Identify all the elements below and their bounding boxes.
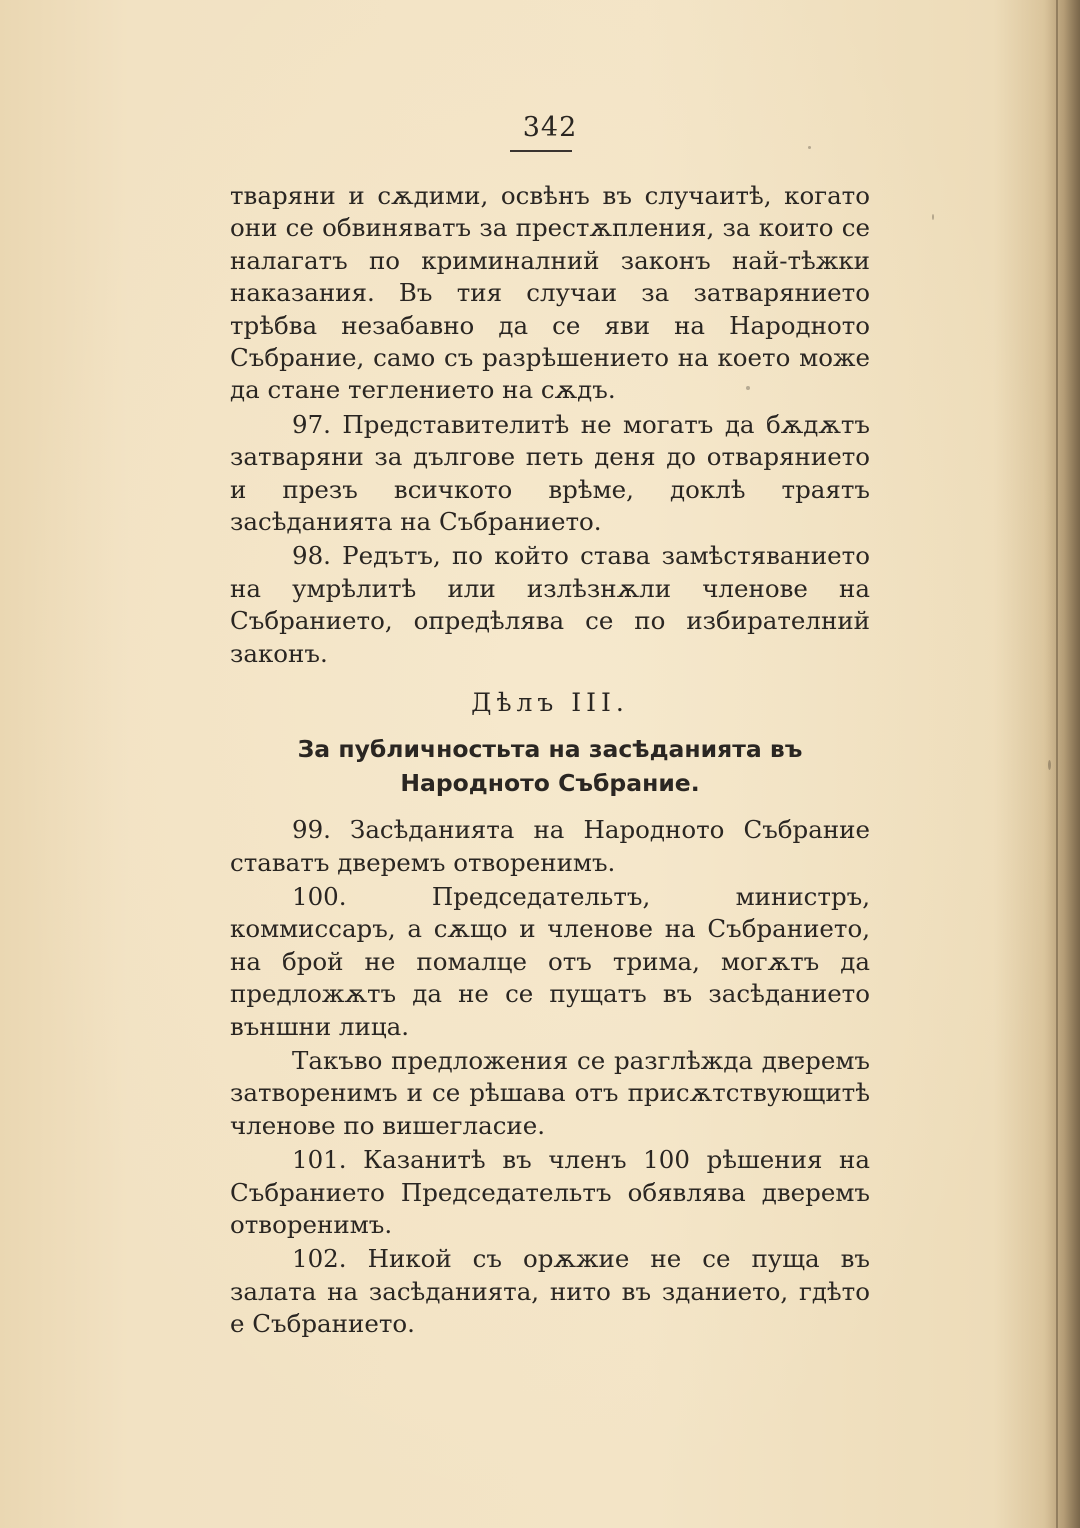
paragraph-article-100-continued: Такъво предложения се разглѣжда дверемъ затворенимъ и се рѣшава отъ присѫтствующитѣ членове по вишегласие.	[230, 1045, 870, 1140]
paper-speck	[808, 146, 811, 149]
paragraph-continuation: тваряни и сѫдими, освѣнъ въ случаитѣ, когато они се обвиняватъ за престѫпления, за които се налагатъ по криминалний законъ най-тѣжки наказания. Въ тия случаи за затварянието трѣбва незабавно да се яви на Народното Събрание, само съ разрѣшението на което може да стане теглението на сѫдъ.	[230, 181, 870, 405]
paragraph-article-97: 97. Представителитѣ не могатъ да бѫдѫтъ затваряни за дългове петь деня до отварянието и презъ всичкото врѣме, доклѣ траятъ засѣданията на Събранието.	[230, 409, 870, 537]
paper-speck	[1048, 760, 1051, 770]
section-heading: Дѣлъ III.	[471, 688, 629, 718]
page-number-rule	[510, 150, 572, 152]
page-number: 342	[522, 112, 578, 143]
chapter-title: За публичностьта на засѣданията въ Народното Събрание.	[297, 735, 803, 798]
paragraph-article-102: 102. Никой съ орѫжие не се пуща въ залата на засѣданията, нито въ зданието, гдѣто е Събранието.	[230, 1244, 870, 1339]
spine-line	[1056, 0, 1058, 1528]
paper-speck	[932, 214, 934, 220]
paragraph-article-99: 99. Засѣданията на Народното Събрание ставатъ дверемъ отворенимъ.	[230, 815, 870, 877]
page-body	[230, 180, 870, 1341]
paragraph-article-100: 100. Председательтъ, министръ, коммиссаръ, а сѫщо и членове на Събранието, на брой не помалце отъ трима, могѫтъ да предложѫтъ да не се пущатъ въ засѣданието външни лица.	[230, 881, 870, 1041]
paragraph-article-98: 98. Редътъ, по който става замѣстяванието на умрѣлитѣ или излѣзнѫли членове на Събранието, опредѣлява се по избирателний законъ.	[230, 541, 870, 668]
paragraph-article-101: 101. Казанитѣ въ членъ 100 рѣшения на Събранието Председательтъ обявлява дверемъ отворенимъ.	[230, 1145, 870, 1239]
